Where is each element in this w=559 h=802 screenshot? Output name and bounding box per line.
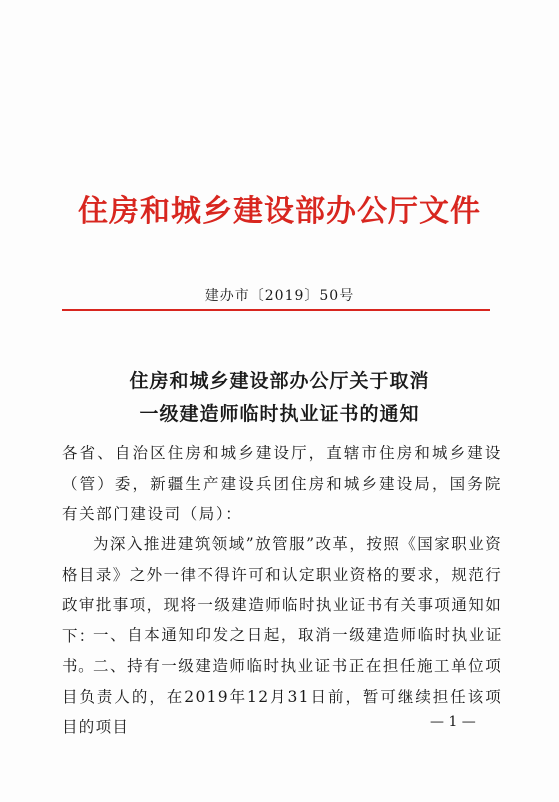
body-paragraph-item-1: 一、自本通知印发之日起，取消一级建造师临时执业证书。	[62, 626, 502, 675]
body-paragraph-intro: 为深入推进建筑领域”放管服”改革，按照《国家职业资格目录》之外一律不得许可和认定职业资格的要求，规范行政审批事项，现将一级建造师临时执业证书有关事项通知如下：	[62, 535, 502, 645]
body-paragraph-item-2: 二、持有一级建造师临时执业证书正在担任施工单位项目负责人的，在2019年12月31日前，暂可继续担任该项目的项目	[62, 657, 502, 736]
page-number: — 1 —	[430, 714, 476, 730]
notice-title-line-1: 住房和城乡建设部办公厅关于取消	[129, 370, 430, 392]
document-number: 建办市〔2019〕50号	[204, 288, 355, 304]
addressees-paragraph: 各省、自治区住房和城乡建设厅，直辖市住房和城乡建设（管）委，新疆生产建设兵团住房和城乡建设局，国务院有关部门建设司（局）：	[62, 444, 502, 523]
red-separator-rule	[62, 309, 490, 311]
notice-title-line-2: 一级建造师临时执业证书的通知	[139, 403, 420, 425]
issuer-heading: 住房和城乡建设部办公厅文件	[78, 194, 481, 229]
